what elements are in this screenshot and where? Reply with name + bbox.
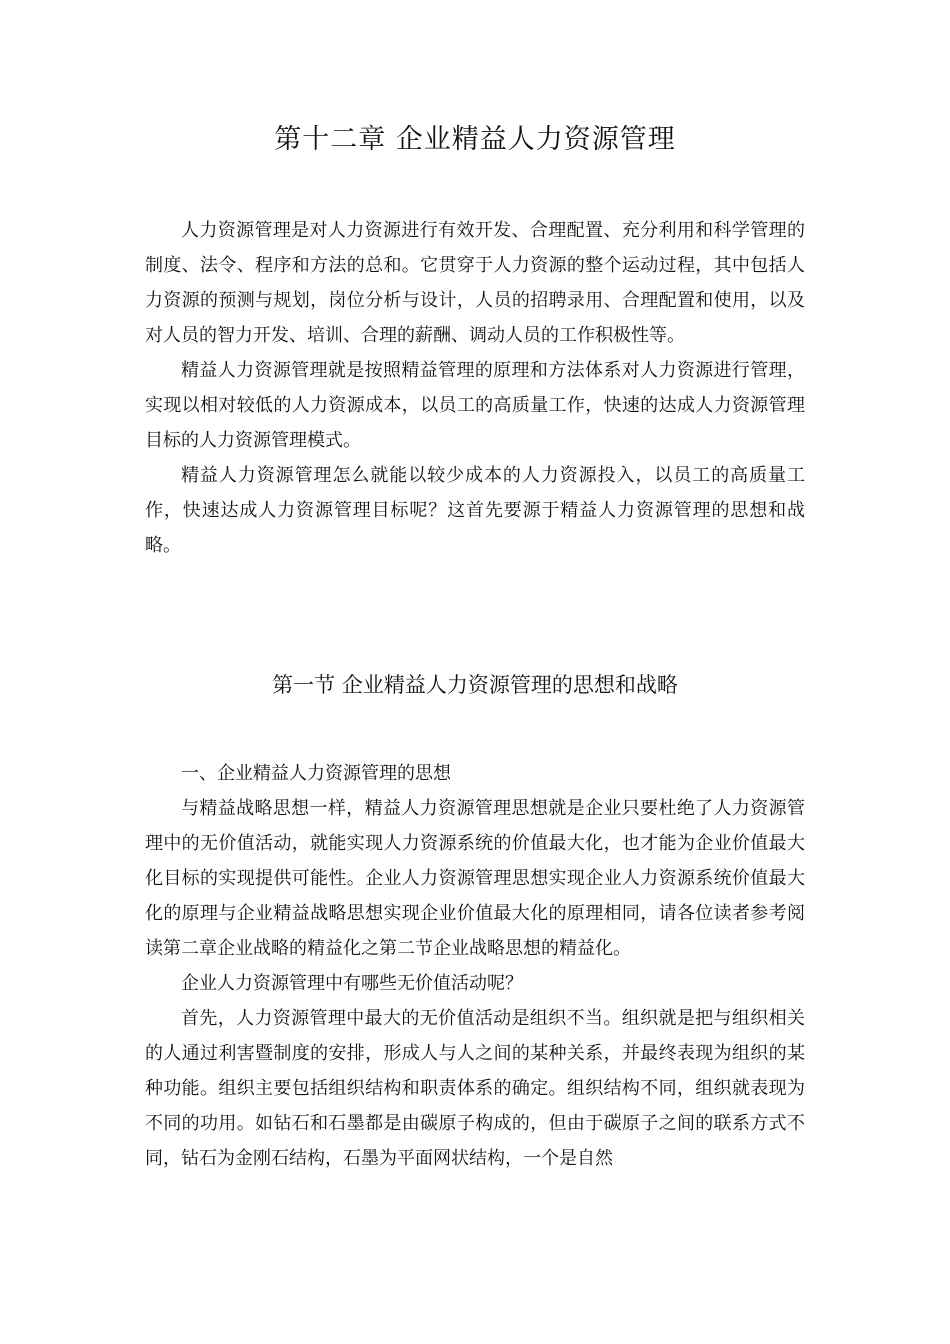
intro-paragraph: 精益人力资源管理就是按照精益管理的原理和方法体系对人力资源进行管理，实现以相对较低的人力资源成本，以员工的高质量工作，快速的达成人力资源管理目标的人力资源管理模式。	[145, 360, 805, 451]
section-paragraph: 首先，人力资源管理中最大的无价值活动是组织不当。组织就是把与组织相关的人通过利害暨制度的安排，形成人与人之间的某种关系，并最终表现为组织的某种功能。组织主要包括组织结构和职责体系的确定。组织结构不同，组织就表现为不同的功用。如钻石和石墨都是由碳原子构成的，但由于碳原子之间的联系方式不同，钻石为金刚石结构，石墨为平面网状结构，一个是自然	[145, 1008, 805, 1169]
section-paragraph: 与精益战略思想一样，精益人力资源管理思想就是企业只要杜绝了人力资源管理中的无价值活动，就能实现人力资源系统的价值最大化，也才能为企业价值最大化目标的实现提供可能性。企业人力资源管理思想实现企业人力资源系统价值最大化的原理与企业精益战略思想实现企业价值最大化的原理相同，请各位读者参考阅读第二章企业战略的精益化之第二节企业战略思想的精益化。	[145, 798, 805, 959]
section-text	[145, 756, 805, 1176]
section-paragraph: 企业人力资源管理中有哪些无价值活动呢？	[181, 973, 523, 994]
intro-paragraph: 精益人力资源管理怎么就能以较少成本的人力资源投入，以员工的高质量工作，快速达成人力资源管理目标呢？这首先要源于精益人力资源管理的思想和战略。	[145, 465, 805, 556]
chapter-title: 第十二章 企业精益人力资源管理	[274, 124, 676, 155]
intro-text	[145, 213, 805, 563]
subsection-title: 一、企业精益人力资源管理的思想	[181, 763, 451, 784]
section-title: 第一节 企业精益人力资源管理的思想和战略	[272, 673, 678, 697]
intro-paragraph: 人力资源管理是对人力资源进行有效开发、合理配置、充分利用和科学管理的制度、法令、程序和方法的总和。它贯穿于人力资源的整个运动过程，其中包括人力资源的预测与规划，岗位分析与设计，人员的招聘录用、合理配置和使用，以及对人员的智力开发、培训、合理的薪酬、调动人员的工作积极性等。	[145, 220, 805, 346]
